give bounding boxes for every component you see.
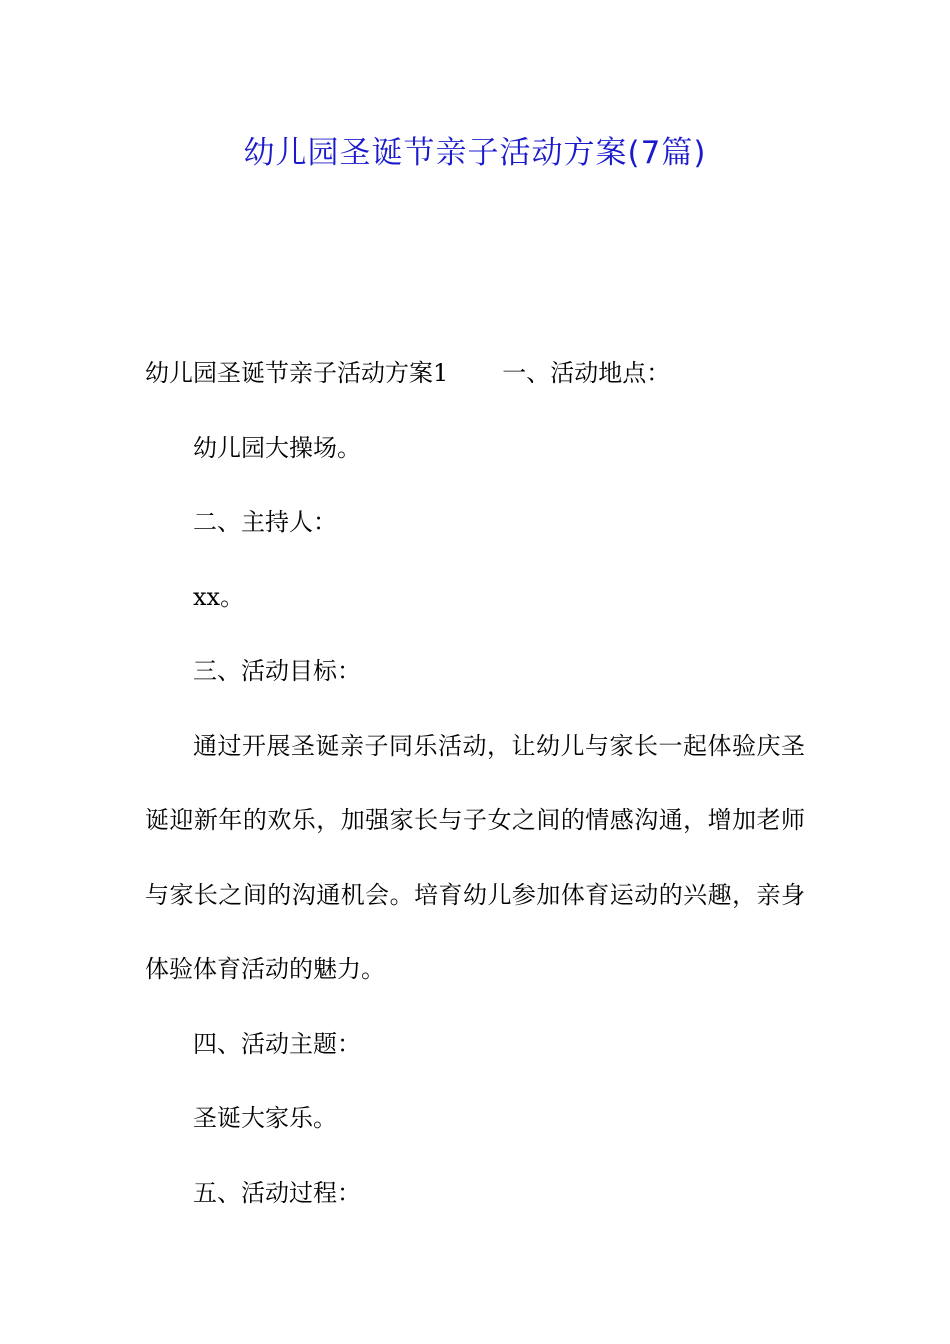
paragraph-theme: 圣诞大家乐。 xyxy=(193,1104,337,1132)
heading-host: 二、主持人： xyxy=(193,508,337,536)
section-first-line xyxy=(145,336,805,411)
heading-process: 五、活动过程： xyxy=(193,1178,361,1207)
paragraph-goals: 通过开展圣诞亲子同乐活动，让幼儿与家长一起体验庆圣诞迎新年的欢乐，加强家长与子女之间的情感沟通，增加老师与家长之间的沟通机会。培育幼儿参加体育运动的兴趣，亲身体验体育活动的魅力。 xyxy=(145,731,805,983)
document-title: 幼儿园圣诞节亲子活动方案(7篇) xyxy=(243,135,707,171)
paragraph-host: xx。 xyxy=(193,582,245,611)
document-body xyxy=(145,336,805,1230)
paragraph-location: 幼儿园大操场。 xyxy=(193,433,361,462)
heading-theme: 四、活动主题： xyxy=(193,1029,361,1058)
section-title: 幼儿园圣诞节亲子活动方案1 xyxy=(145,359,449,387)
heading-goals: 三、活动目标： xyxy=(193,657,361,685)
section-heading-location: 一、活动地点： xyxy=(502,359,671,387)
